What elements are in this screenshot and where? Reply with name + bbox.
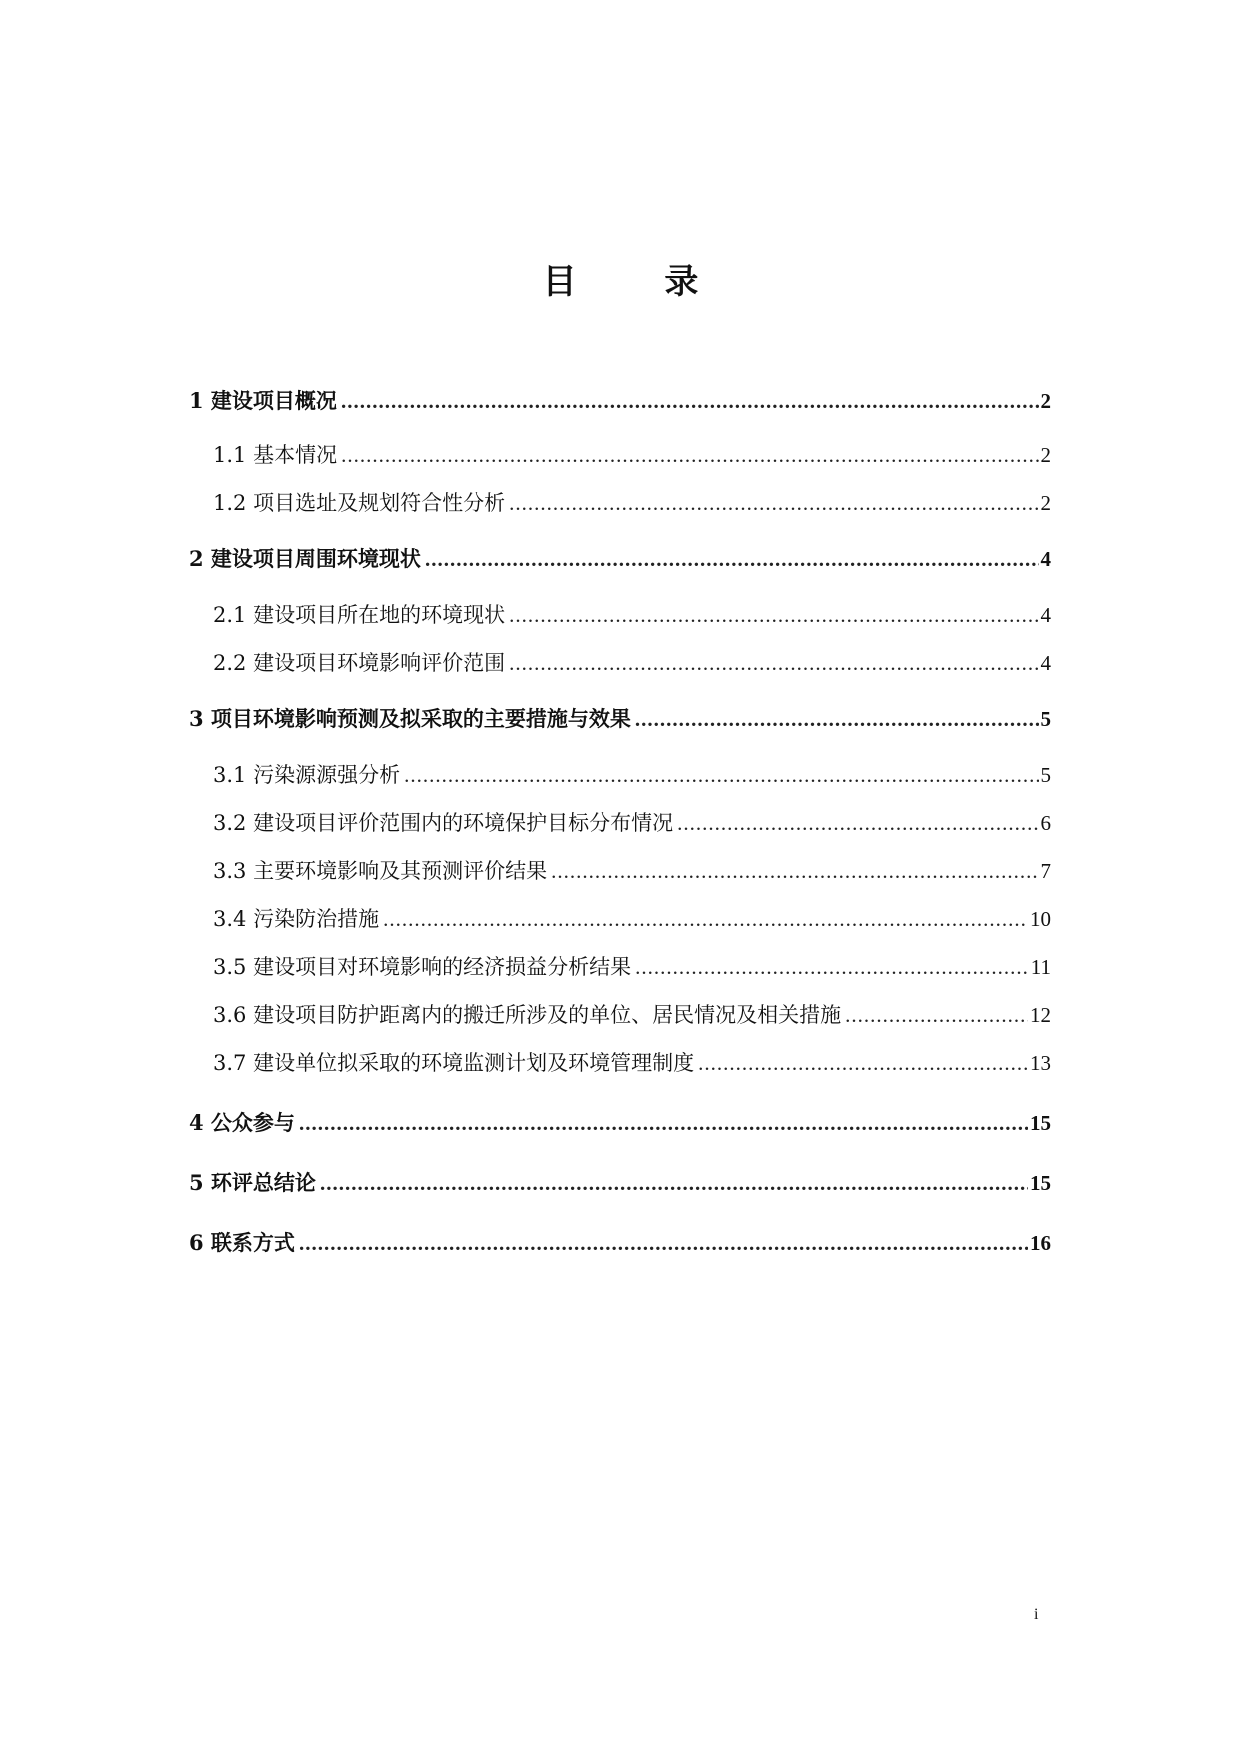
toc-entry-3-4[interactable] xyxy=(213,904,1051,934)
toc-entry-title: 6 联系方式 xyxy=(189,1230,295,1255)
toc-leader-dots xyxy=(299,1108,1028,1138)
footer-page-number: i xyxy=(1034,1606,1039,1623)
toc-entry-page: 6 xyxy=(1040,811,1051,835)
toc-entry-page: 5 xyxy=(1040,707,1051,731)
toc-entry-page: 15 xyxy=(1030,1111,1051,1135)
toc-entry-page: 11 xyxy=(1030,955,1051,979)
toc-entry-1-2[interactable] xyxy=(213,488,1051,518)
toc-entry-6[interactable] xyxy=(189,1228,1051,1258)
toc-entry-page: 10 xyxy=(1030,907,1051,931)
toc-leader-dots xyxy=(845,1000,1028,1030)
toc-entry-page: 16 xyxy=(1030,1231,1051,1255)
toc-entry-title: 3.2 建设项目评价范围内的环境保护目标分布情况 xyxy=(213,811,674,835)
toc-entry-page: 4 xyxy=(1040,651,1051,675)
toc-entry-title: 2.1 建设项目所在地的环境现状 xyxy=(213,603,506,627)
toc-entry-3-6[interactable] xyxy=(213,1000,1051,1030)
toc-entry-3-1[interactable] xyxy=(213,760,1051,790)
toc-leader-dots xyxy=(698,1048,1028,1078)
toc-entry-title: 1 建设项目概况 xyxy=(189,388,337,413)
toc-leader-dots xyxy=(509,600,1038,630)
toc-entry-title: 3.5 建设项目对环境影响的经济损益分析结果 xyxy=(213,955,632,979)
toc-leader-dots xyxy=(341,440,1038,470)
toc-entry-title: 2 建设项目周围环境现状 xyxy=(189,546,421,571)
toc-entry-3-2[interactable] xyxy=(213,808,1051,838)
toc-leader-dots xyxy=(404,760,1038,790)
toc-entry-2-1[interactable] xyxy=(213,600,1051,630)
toc-entry-page: 4 xyxy=(1040,547,1051,571)
toc-entry-title: 1.2 项目选址及规划符合性分析 xyxy=(213,491,506,515)
toc-leader-dots xyxy=(677,808,1038,838)
toc-entry-page: 12 xyxy=(1030,1003,1051,1027)
toc-leader-dots xyxy=(320,1168,1028,1198)
toc-entry-page: 7 xyxy=(1040,859,1051,883)
toc-entry-1[interactable] xyxy=(189,386,1051,416)
toc-entry-2[interactable] xyxy=(189,544,1051,574)
toc-leader-dots xyxy=(509,648,1038,678)
toc-entry-3[interactable] xyxy=(189,704,1051,734)
toc-entry-5[interactable] xyxy=(189,1168,1051,1198)
toc-leader-dots xyxy=(383,904,1028,934)
toc-leader-dots xyxy=(635,704,1039,734)
toc-entry-title: 2.2 建设项目环境影响评价范围 xyxy=(213,651,506,675)
toc-leader-dots xyxy=(551,856,1038,886)
toc-entry-title: 5 环评总结论 xyxy=(189,1170,316,1195)
toc-entry-2-2[interactable] xyxy=(213,648,1051,678)
toc-entry-page: 5 xyxy=(1040,763,1051,787)
toc-entry-3-7[interactable] xyxy=(213,1048,1051,1078)
toc-entry-title: 3.3 主要环境影响及其预测评价结果 xyxy=(213,859,548,883)
toc-leader-dots xyxy=(299,1228,1028,1258)
toc-entry-page: 13 xyxy=(1030,1051,1051,1075)
toc-entry-4[interactable] xyxy=(189,1108,1051,1138)
toc-entry-1-1[interactable] xyxy=(213,440,1051,470)
toc-leader-dots xyxy=(341,386,1039,416)
toc-entry-page: 2 xyxy=(1040,443,1051,467)
toc-entry-title: 1.1 基本情况 xyxy=(213,443,338,467)
toc-entry-title: 3.1 污染源源强分析 xyxy=(213,763,401,787)
toc-entry-page: 15 xyxy=(1030,1171,1051,1195)
toc-entry-title: 3.6 建设项目防护距离内的搬迁所涉及的单位、居民情况及相关措施 xyxy=(213,1003,842,1027)
toc-entry-3-5[interactable] xyxy=(213,952,1051,982)
toc-entry-title: 3 项目环境影响预测及拟采取的主要措施与效果 xyxy=(189,706,631,731)
toc-entry-page: 2 xyxy=(1040,491,1051,515)
toc-entry-title: 4 公众参与 xyxy=(189,1110,295,1135)
toc-leader-dots xyxy=(635,952,1029,982)
toc-entry-page: 4 xyxy=(1040,603,1051,627)
toc-leader-dots xyxy=(425,544,1039,574)
toc-entry-3-3[interactable] xyxy=(213,856,1051,886)
toc-entry-title: 3.4 污染防治措施 xyxy=(213,907,380,931)
page-title: 目 录 xyxy=(542,262,737,302)
toc-entry-title: 3.7 建设单位拟采取的环境监测计划及环境管理制度 xyxy=(213,1051,695,1075)
toc-entry-page: 2 xyxy=(1040,389,1051,413)
toc-leader-dots xyxy=(509,488,1038,518)
